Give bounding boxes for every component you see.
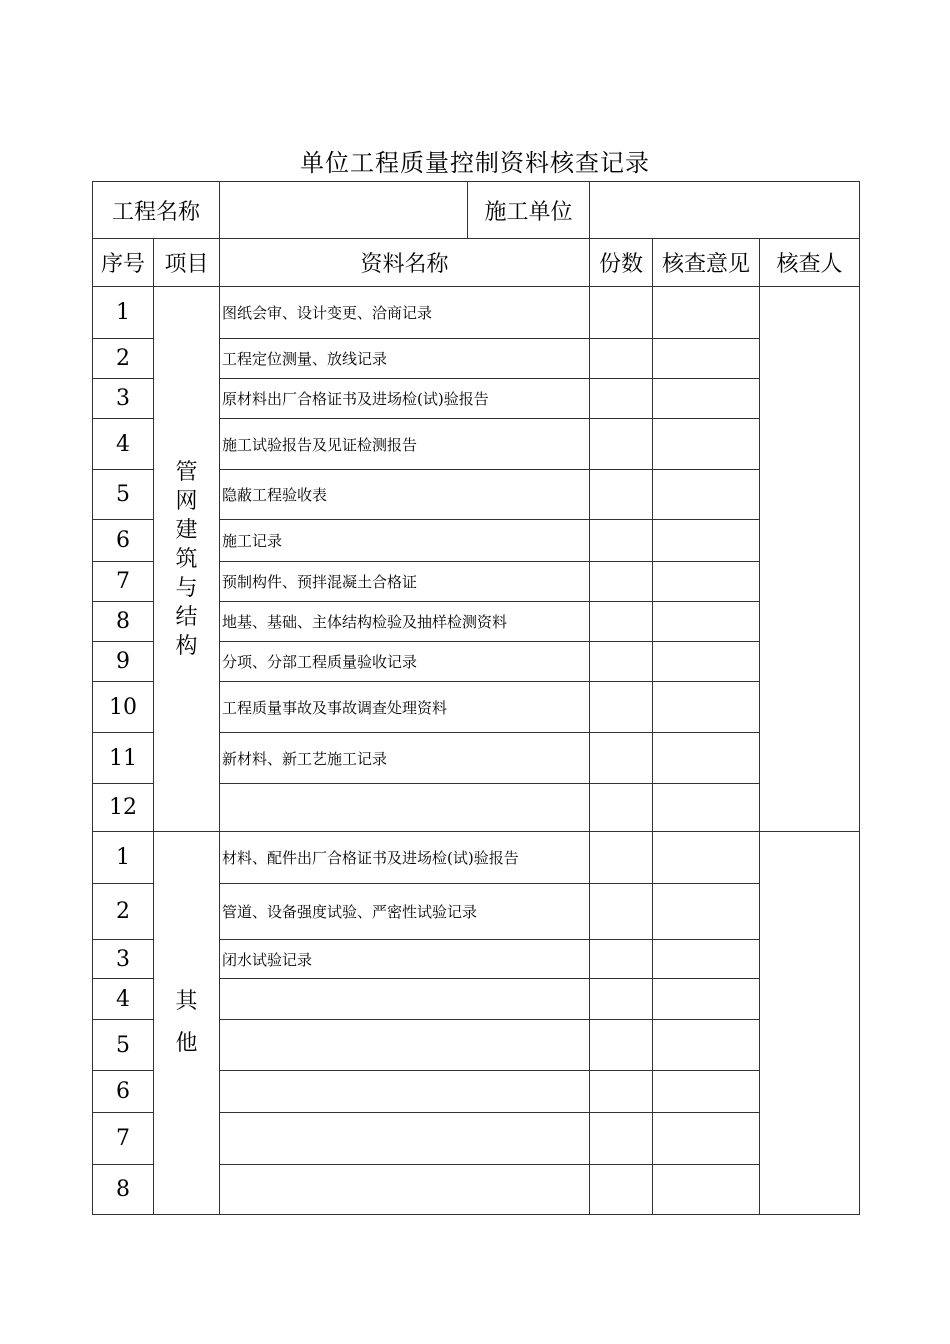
- row-number: 6: [93, 1071, 154, 1113]
- group-name-char: 与: [175, 575, 198, 601]
- group-name: [154, 287, 220, 832]
- group-name-char: 构: [175, 633, 198, 659]
- contractor-label: 施工单位: [468, 182, 590, 239]
- check-record-table: [92, 181, 860, 1215]
- doc-name-cell: 施工试验报告及见证检测报告: [220, 419, 590, 470]
- row-number: 7: [93, 1113, 154, 1165]
- doc-name-cell: [220, 979, 590, 1020]
- opinion-cell[interactable]: [653, 339, 760, 379]
- copies-cell[interactable]: [590, 1020, 653, 1071]
- checker-cell[interactable]: [760, 832, 860, 1215]
- opinion-cell[interactable]: [653, 470, 760, 520]
- doc-name-cell: 分项、分部工程质量验收记录: [220, 642, 590, 682]
- row-number: 4: [93, 979, 154, 1020]
- opinion-cell[interactable]: [653, 642, 760, 682]
- opinion-cell[interactable]: [653, 884, 760, 940]
- copies-cell[interactable]: [590, 287, 653, 339]
- col-header-copies: 份数: [590, 239, 653, 287]
- opinion-cell[interactable]: [653, 602, 760, 642]
- col-header-seq: 序号: [93, 239, 154, 287]
- project-name-field[interactable]: [220, 182, 468, 239]
- table-row: [93, 832, 860, 884]
- opinion-cell[interactable]: [653, 784, 760, 832]
- opinion-cell[interactable]: [653, 733, 760, 784]
- copies-cell[interactable]: [590, 642, 653, 682]
- doc-name-cell: 图纸会审、设计变更、洽商记录: [220, 287, 590, 339]
- copies-cell[interactable]: [590, 884, 653, 940]
- contractor-field[interactable]: [590, 182, 860, 239]
- opinion-cell[interactable]: [653, 562, 760, 602]
- doc-name-cell: 材料、配件出厂合格证书及进场检(试)验报告: [220, 832, 590, 884]
- row-number: 2: [93, 884, 154, 940]
- doc-name-cell: 施工记录: [220, 520, 590, 562]
- copies-cell[interactable]: [590, 520, 653, 562]
- project-name-label: 工程名称: [93, 182, 220, 239]
- doc-name-cell: 工程质量事故及事故调查处理资料: [220, 682, 590, 733]
- copies-cell[interactable]: [590, 979, 653, 1020]
- copies-cell[interactable]: [590, 940, 653, 979]
- doc-name-cell: [220, 1071, 590, 1113]
- row-number: 1: [93, 287, 154, 339]
- row-number: 8: [93, 602, 154, 642]
- copies-cell[interactable]: [590, 562, 653, 602]
- group-name: [154, 832, 220, 1215]
- group-name-char: 其: [175, 989, 198, 1014]
- doc-name-cell: 预制构件、预拌混凝土合格证: [220, 562, 590, 602]
- row-number: 2: [93, 339, 154, 379]
- copies-cell[interactable]: [590, 379, 653, 419]
- opinion-cell[interactable]: [653, 419, 760, 470]
- col-header-checker: 核查人: [760, 239, 860, 287]
- opinion-cell[interactable]: [653, 1020, 760, 1071]
- copies-cell[interactable]: [590, 419, 653, 470]
- col-header-opinion: 核查意见: [653, 239, 760, 287]
- row-number: 9: [93, 642, 154, 682]
- doc-name-cell: [220, 1113, 590, 1165]
- opinion-cell[interactable]: [653, 832, 760, 884]
- doc-name-cell: [220, 1020, 590, 1071]
- copies-cell[interactable]: [590, 602, 653, 642]
- doc-name-cell: 新材料、新工艺施工记录: [220, 733, 590, 784]
- row-number: 5: [93, 1020, 154, 1071]
- copies-cell[interactable]: [590, 470, 653, 520]
- opinion-cell[interactable]: [653, 520, 760, 562]
- row-number: 12: [93, 784, 154, 832]
- doc-name-cell: 闭水试验记录: [220, 940, 590, 979]
- doc-name-cell: 原材料出厂合格证书及进场检(试)验报告: [220, 379, 590, 419]
- copies-cell[interactable]: [590, 832, 653, 884]
- opinion-cell[interactable]: [653, 940, 760, 979]
- checker-cell[interactable]: [760, 287, 860, 832]
- opinion-cell[interactable]: [653, 287, 760, 339]
- row-number: 11: [93, 733, 154, 784]
- opinion-cell[interactable]: [653, 1113, 760, 1165]
- row-number: 5: [93, 470, 154, 520]
- opinion-cell[interactable]: [653, 682, 760, 733]
- row-number: 8: [93, 1165, 154, 1215]
- doc-name-cell: 隐蔽工程验收表: [220, 470, 590, 520]
- row-number: 3: [93, 940, 154, 979]
- row-number: 7: [93, 562, 154, 602]
- group-name-char: 筑: [175, 546, 198, 572]
- copies-cell[interactable]: [590, 1071, 653, 1113]
- row-number: 10: [93, 682, 154, 733]
- doc-name-cell: [220, 1165, 590, 1215]
- col-header-doc-name: 资料名称: [220, 239, 590, 287]
- group-name-char: 建: [175, 517, 198, 543]
- table-row: [93, 287, 860, 339]
- copies-cell[interactable]: [590, 1165, 653, 1215]
- row-number: 6: [93, 520, 154, 562]
- copies-cell[interactable]: [590, 733, 653, 784]
- copies-cell[interactable]: [590, 1113, 653, 1165]
- opinion-cell[interactable]: [653, 979, 760, 1020]
- copies-cell[interactable]: [590, 339, 653, 379]
- group-name-char: 管: [175, 459, 198, 485]
- row-number: 4: [93, 419, 154, 470]
- doc-name-cell: [220, 784, 590, 832]
- opinion-cell[interactable]: [653, 1071, 760, 1113]
- page-title: 单位工程质量控制资料核查记录: [300, 149, 650, 177]
- row-number: 1: [93, 832, 154, 884]
- row-number: 3: [93, 379, 154, 419]
- group-name-char: 结: [175, 604, 198, 630]
- group-name-char: 他: [175, 1031, 198, 1056]
- col-header-item: 项目: [154, 239, 220, 287]
- opinion-cell[interactable]: [653, 1165, 760, 1215]
- doc-name-cell: 地基、基础、主体结构检验及抽样检测资料: [220, 602, 590, 642]
- doc-name-cell: 工程定位测量、放线记录: [220, 339, 590, 379]
- copies-cell[interactable]: [590, 682, 653, 733]
- group-name-char: 网: [175, 488, 198, 514]
- copies-cell[interactable]: [590, 784, 653, 832]
- doc-name-cell: 管道、设备强度试验、严密性试验记录: [220, 884, 590, 940]
- opinion-cell[interactable]: [653, 379, 760, 419]
